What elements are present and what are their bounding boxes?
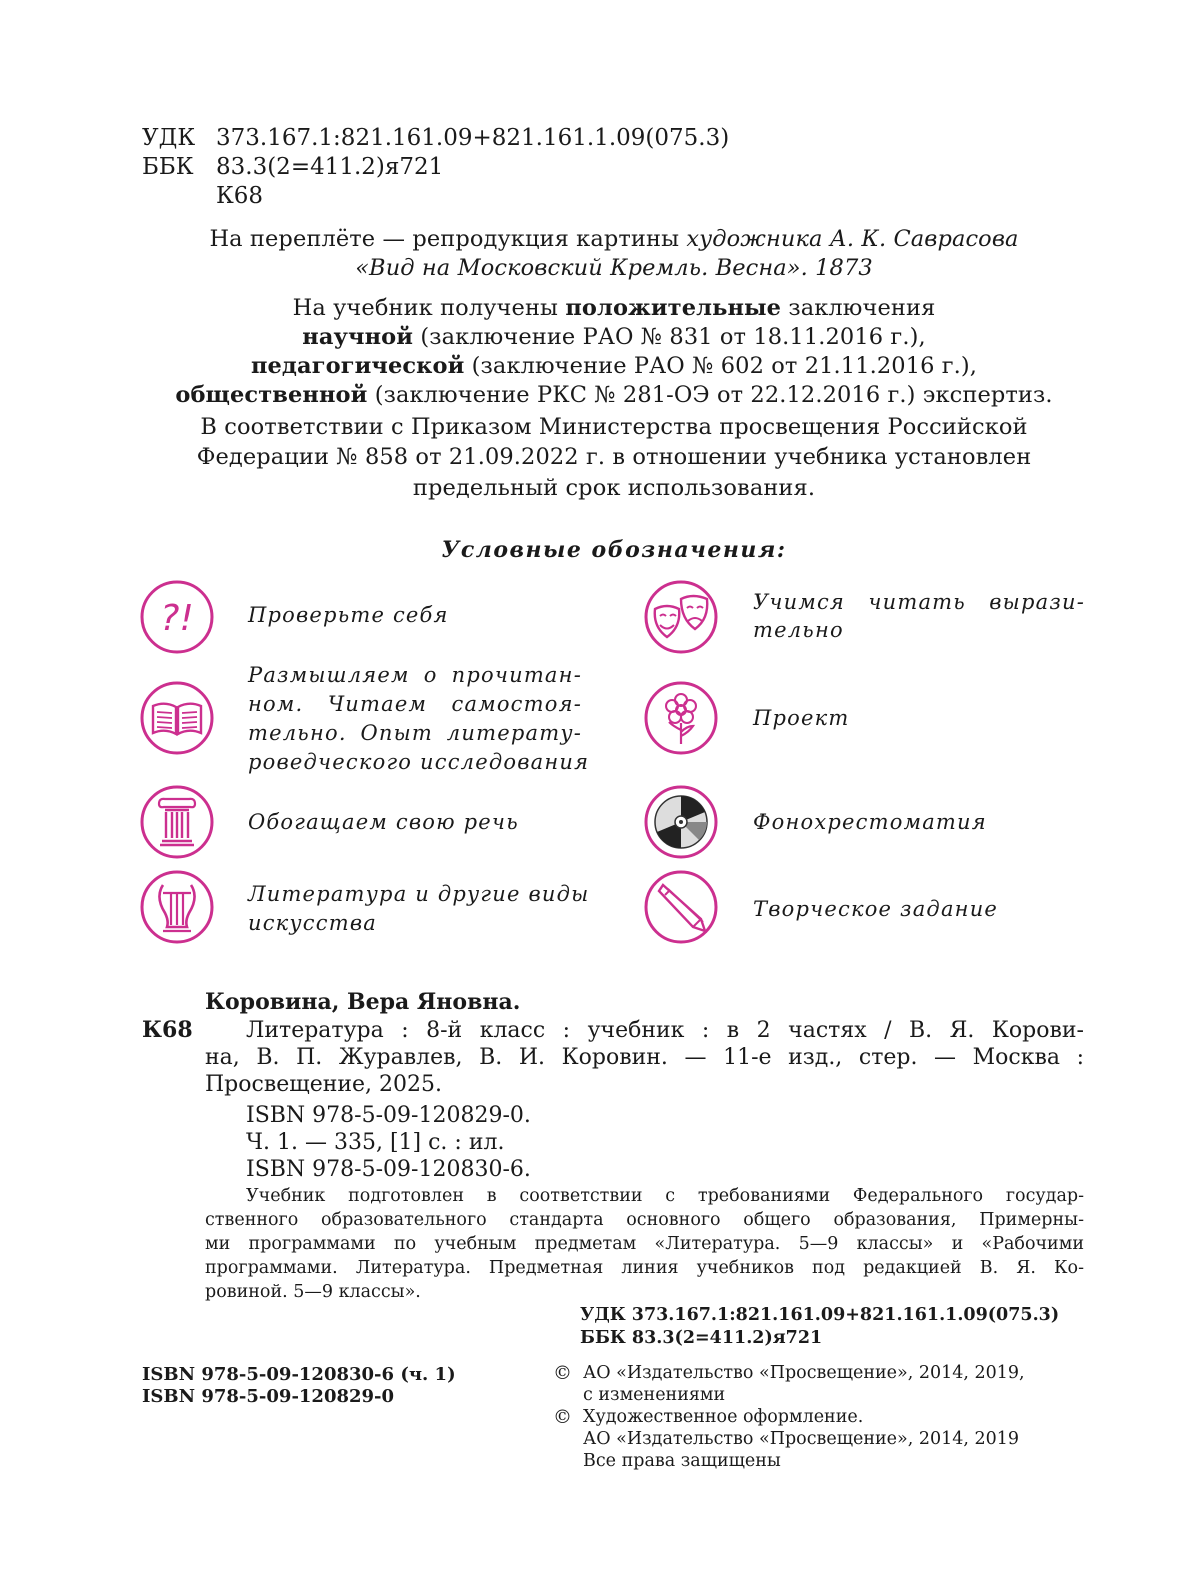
bib-isbn-part: ISBN 978-5-09-120830-6. [246,1157,531,1182]
legend-label-reflect [248,661,582,748]
expertise-text: (заключение РКС № 281-ОЭ от 22.12.2016 г.) экспертиз. [367,382,1053,408]
copyright-1-line-1: АО «Издательство «Просвещение», 2014, 2019, [583,1363,1025,1383]
column-icon [139,784,215,860]
copyright-sign-1: © [553,1362,572,1384]
expertise-bold: общественной [175,382,368,408]
flower-icon [643,680,719,756]
bib-annotation-3: ми программами по учебным предметам «Литература. 5—9 классы» и «Рабочими [205,1234,1084,1254]
expertise-text: заключения [781,295,936,321]
expertise-bold: положительные [565,295,782,321]
legend-label-reflect-last: роведческого исследования [248,750,590,774]
cover-artist: художника А. К. Саврасова [686,226,1019,252]
author-sign: К68 [216,183,264,209]
bib-desc-line-1: Литература : 8-й класс : учебник : в 2 частях / В. Я. Корови- [246,1018,1084,1043]
expertise-text: (заключение РАО № 602 от 21.11.2016 г.), [464,353,978,379]
legend-label-project: Проект [753,706,850,730]
legend-label-speech: Обогащаем свою речь [248,810,519,834]
legend-label-arts [248,880,589,938]
legend-label-creative: Творческое задание [753,897,999,921]
bib-desc-line-2: на, В. П. Журавлев, В. И. Коровин. — 11-е изд., стер. — Москва : [205,1045,1084,1070]
expertise-line-7: предельный срок использования. [412,475,816,501]
expertise-text: На учебник получены [292,295,566,321]
cover-year: . 1873 [800,255,873,281]
bib-desc-line-3: Просвещение, 2025. [205,1072,443,1097]
lyre-icon [139,869,215,945]
legend-line: Размышляем о прочитан- [248,663,582,687]
bib-sign: К68 [142,1017,193,1043]
bbk-label: ББК [142,154,194,180]
expertise-line-3 [14,352,1200,381]
svg-text:?!: ?! [160,598,194,639]
expertise-line-6: Федерации № 858 от 21.09.2022 г. в отношении учебника установлен [196,444,1032,470]
cover-painting-title: «Вид на Московский Кремль. Весна» [355,255,801,281]
legend-line: Литература и другие виды [248,882,590,906]
expertise-bold: научной [302,324,414,350]
legend-label-check: Проверьте себя [248,603,449,627]
bib-annotation-4: программами. Литература. Предметная линия учебников под редакцией В. Я. Ко- [205,1258,1084,1278]
expertise-line-2 [14,323,1200,352]
pencil-icon [643,869,719,945]
legend-label-expressive: Учимся читать вырази- [753,590,1085,614]
udk-value: 373.167.1:821.161.09+821.161.1.09(075.3) [216,125,730,151]
expertise-text: (заключение РАО № 831 от 18.11.2016 г.), [413,324,926,350]
expertise-line-1 [14,294,1200,323]
bib-annotation-5: ровиной. 5—9 классы». [205,1282,421,1302]
cover-plain: На переплёте — репродукция картины [209,226,687,252]
footer-isbn-1: ISBN 978-5-09-120830-6 (ч. 1) [142,1364,456,1385]
bib-author: Коровина, Вера Яновна. [205,989,521,1015]
bib-annotation-2: ственного образовательного стандарта основного общего образования, Примерны- [205,1210,1084,1230]
bib-part: Ч. 1. — 335, [1] с. : ил. [246,1130,505,1155]
copyright-2-line-2: АО «Издательство «Просвещение», 2014, 2019 [583,1429,1020,1449]
expertise-line-5: В соответствии с Приказом Министерства просвещения Российской [200,414,1028,440]
legend-label-audio: Фонохрестоматия [753,810,987,834]
legend-line: ном. Читаем самостоя- [248,692,582,716]
copyright-1-line-2: с изменениями [583,1385,726,1405]
bbk-value: 83.3(2=411.2)я721 [216,154,444,180]
all-rights-reserved: Все права защищены [583,1451,781,1471]
footer-isbn-2: ISBN 978-5-09-120829-0 [142,1386,395,1407]
expertise-bold: педагогической [250,353,465,379]
legend-title: Условные обозначения: [441,537,787,563]
cd-disc-icon [643,784,719,860]
legend-line: искусства [248,911,377,935]
bib-bbk: ББК 83.3(2=411.2)я721 [580,1328,823,1348]
theater-masks-icon [643,579,719,655]
bib-isbn-common: ISBN 978-5-09-120829-0. [246,1103,531,1128]
question-exclamation-icon [139,579,215,655]
legend-label-expressive-2: тельно [753,618,844,642]
cover-line-1 [14,225,1200,254]
cover-line-2 [14,254,1200,283]
bib-udk: УДК 373.167.1:821.161.09+821.161.1.09(075.3) [580,1305,1060,1325]
bib-annotation-1: Учебник подготовлен в соответствии с требованиями Федерального государ- [246,1186,1084,1206]
legend-line: тельно. Опыт литерату- [248,721,582,745]
expertise-line-4 [14,381,1200,410]
udk-label: УДК [142,125,196,151]
copyright-sign-2: © [553,1406,572,1428]
copyright-2-line-1: Художественное оформление. [583,1407,864,1427]
open-book-icon [139,680,215,756]
